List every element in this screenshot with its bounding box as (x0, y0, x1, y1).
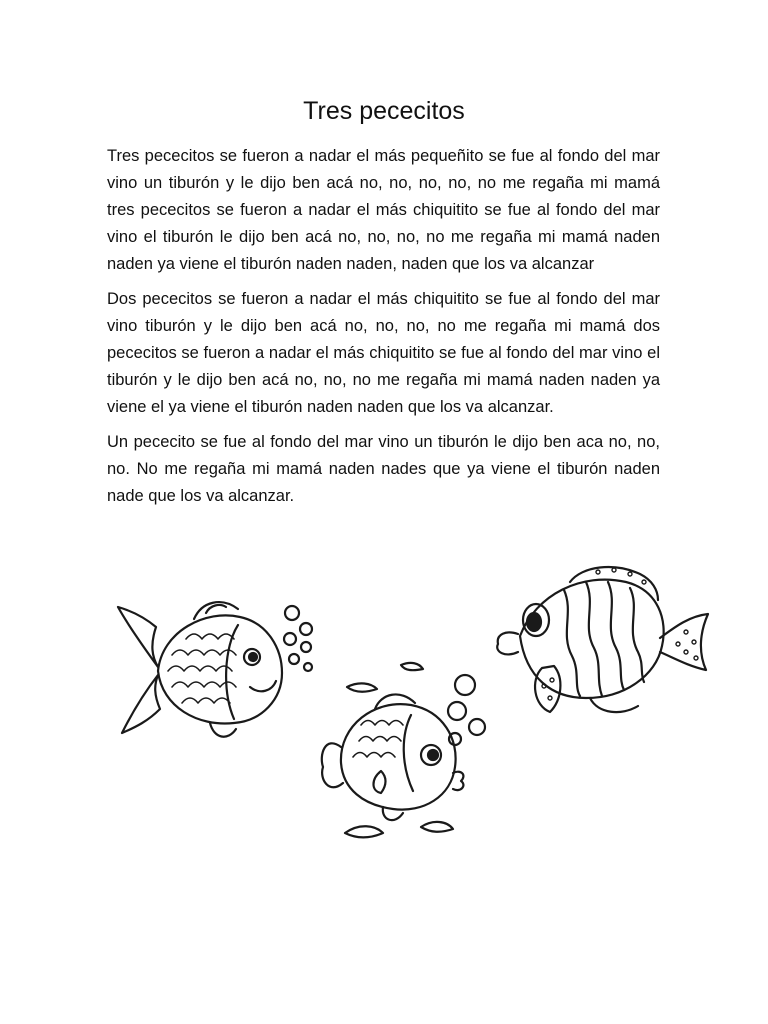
striped-fish-icon (490, 560, 715, 730)
paragraph-1: Tres pececitos se fueron a nadar el más pequeñito se fue al fondo del mar vino un tiburón y le dijo ben acá no, no, no, no, no me regaña mi mamá tres pececitos se fueron a nadar el más chiquitito se fue al fondo del mar vino el tiburón le dijo ben acá no, no, no, no me regaña mi mamá naden naden ya viene el tiburón naden naden, naden que los va alcanzar (107, 147, 660, 273)
fish-illustrations (100, 560, 720, 860)
document-title: Tres pececitos (303, 97, 465, 125)
paragraph-3: Un pececito se fue al fondo del mar vino un tiburón le dijo ben aca no, no, no. No me regaña mi mamá naden nades que ya viene el tiburón naden nade que los va alcanzar. (107, 433, 660, 505)
round-fish-with-bubbles-icon (315, 655, 505, 845)
scaled-fish-with-bubbles-icon (110, 595, 315, 745)
document-body (107, 143, 660, 518)
paragraph-2: Dos pececitos se fueron a nadar el más chiquitito se fue al fondo del mar vino tiburón y le dijo ben acá no, no, no, no me regaña mi mamá dos pececitos se fueron a nadar el más chiquitito se fue al fondo del mar vino el tiburón y le dijo ben acá no, no, no me regaña mi mamá naden naden ya viene el ya viene el tiburón naden naden que los va alcanzar. (107, 290, 660, 416)
